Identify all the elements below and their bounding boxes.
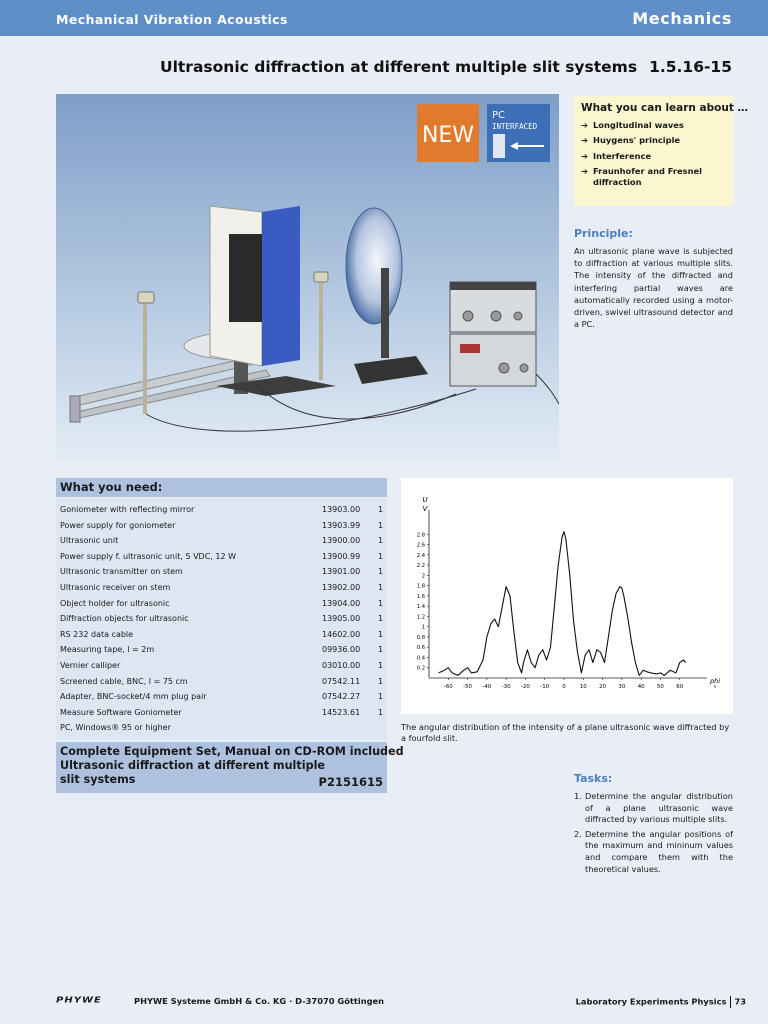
chart-caption: The angular distribution of the intensity of a plane ultrasonic wave diffracted by a fourfold slit. <box>401 722 730 743</box>
x-tick-label: 40 <box>637 684 645 690</box>
x-tick-label: 20 <box>599 684 607 690</box>
x-tick-label: -60 <box>443 684 453 690</box>
y-tick-label: 1.2 <box>416 614 425 621</box>
complete-set-line1: Complete Equipment Set, Manual on CD-ROM included <box>60 745 404 758</box>
learn-about-heading: What you can learn about … <box>581 102 749 114</box>
footer-divider <box>730 996 731 1008</box>
principle-heading: Principle: <box>574 227 633 240</box>
y-tick-label: 2.6 <box>416 542 425 549</box>
page-number: 73 <box>734 996 746 1007</box>
complete-set-line2: Ultrasonic diffraction at different multiple <box>60 759 326 772</box>
complete-set-box <box>56 742 404 793</box>
x-tick-label: -40 <box>482 684 492 690</box>
category-label: Mechanical Vibration Acoustics <box>56 12 288 27</box>
intensity-series-line <box>439 532 686 676</box>
equipment-list: Goniometer with reflecting mirror 13903.00 1 Power supply for goniometer 13903.99 1 Ultrasonic unit 13900.00 1 Power supply f. ultrasonic unit, 5 VDC, 12 W 13900.99 1 Ultrasonic transmitter on stem 13901.00 1 Ultrasonic receiver on stem 13902.00 1 Object holder for ultrasonic 13904.00 1 Diffraction objects for ultrasonic 13905.00 1 RS 232 data cable 14602.00 1 Measuring tape, l = 2m 09936.00 1 Vernier calliper 03010.00 1 Screened cable, BNC, l = 75 cm 07542.11 1 Adapter, BNC-socket/4 mm plug pair 07542.27 1 Measure Software Goniometer 14523.61 1 PC, Windows® 95 or higher <box>56 498 387 740</box>
y-tick-label: 0.8 <box>416 634 425 641</box>
y-tick-label: 0.2 <box>416 665 425 672</box>
x-tick-label: -10 <box>540 684 550 690</box>
y-tick-label: 1 <box>421 624 425 631</box>
y-tick-label: 2.4 <box>416 552 425 559</box>
intensity-chart <box>401 478 733 714</box>
x-tick-label: -50 <box>463 684 472 690</box>
learn-about-box <box>574 96 749 206</box>
y-tick-label: 0.6 <box>416 645 425 652</box>
y-tick-label: 2 <box>421 573 425 580</box>
pc-badge-line1: PC <box>492 110 506 121</box>
task-item: 2. Determine the angular positions of the maximum and mininum values and compare them with the theoretical values. <box>574 828 733 874</box>
y-tick-label: 2.2 <box>416 563 425 570</box>
y-tick-label: 0.4 <box>416 655 425 662</box>
y-tick-label: 2.8 <box>416 532 425 539</box>
learn-item: ➔ Fraunhofer and Fresnel diffraction <box>581 166 702 187</box>
x-tick-label: 0 <box>562 684 566 690</box>
y-axis-label-bottom: V <box>422 505 428 513</box>
footer-right <box>576 996 746 1008</box>
task-item: 1. Determine the angular distribution of a plane ultrasonic wave diffracted by various multiple slits. <box>574 791 733 825</box>
complete-set-line3: slit systems <box>60 773 136 786</box>
need-heading: What you need: <box>56 478 387 497</box>
apparatus-illustration <box>56 94 559 461</box>
arrow-right-icon: ➔ <box>581 150 588 161</box>
arrow-right-icon: ➔ <box>581 120 588 130</box>
complete-set-code: P2151615 <box>318 775 383 789</box>
arrow-right-icon: ➔ <box>581 166 588 177</box>
tasks-heading: Tasks: <box>574 772 613 785</box>
experiment-title: Ultrasonic diffraction at different multiple slit systems <box>160 58 638 76</box>
footer-address: PHYWE Systeme GmbH & Co. KG · D-37070 Göttingen <box>134 996 385 1006</box>
arrow-right-icon: ➔ <box>581 135 588 146</box>
x-axis-label-bottom: ° <box>713 685 717 692</box>
x-tick-label: -30 <box>501 684 511 690</box>
pc-badge-line2: INTERFACED <box>492 122 538 131</box>
learn-item: ➔ Huygens' principle <box>581 135 681 146</box>
page-title <box>160 58 732 76</box>
page-footer <box>0 992 768 1012</box>
principle-text: An ultrasonic plane wave is subjected to diffraction at various multiple slits. The intensity of the diffracted and interfering partial waves are automatically recorded using a motor-driven, swivel ultrasound detector and a PC. <box>574 246 733 330</box>
section-label: Mechanics <box>632 9 732 28</box>
y-tick-label: 1.4 <box>416 604 425 611</box>
pc-tower-icon <box>493 134 505 158</box>
x-tick-label: -20 <box>521 684 530 690</box>
x-tick-label: 10 <box>579 684 587 690</box>
y-tick-label: 1.8 <box>416 583 425 590</box>
x-tick-label: 60 <box>676 684 684 690</box>
x-tick-label: 50 <box>656 684 664 690</box>
y-tick-label: 1.6 <box>416 593 425 600</box>
x-axis-label-top: phi <box>709 677 721 685</box>
header-bar <box>0 0 768 36</box>
experiment-code: 1.5.16-15 <box>649 58 732 76</box>
intensity-chart-svg <box>401 478 733 714</box>
learn-item: ➔ Interference <box>581 150 652 161</box>
new-badge: NEW <box>421 123 475 148</box>
x-tick-label: 30 <box>618 684 626 690</box>
footer-book-title: Laboratory Experiments Physics <box>575 996 727 1007</box>
learn-item: ➔ Longitudinal waves <box>581 120 684 130</box>
y-axis-label-top: U <box>422 496 428 504</box>
tasks-list <box>574 791 733 878</box>
phywe-logo: PHYWE <box>56 996 102 1005</box>
apparatus-photo <box>56 94 559 461</box>
